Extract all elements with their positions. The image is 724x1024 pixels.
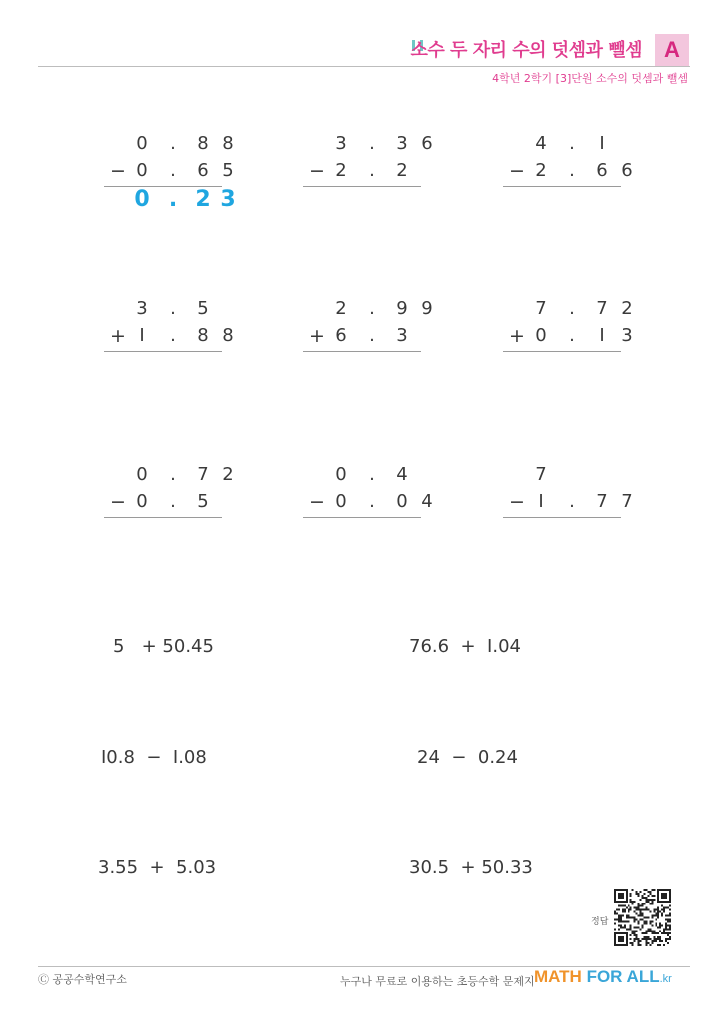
vertical-problem <box>104 132 236 212</box>
operand-row <box>503 159 633 183</box>
digit: 2 <box>335 298 347 319</box>
answer-line <box>503 517 621 518</box>
brand-math: MATH <box>534 967 582 986</box>
page-title: 소수 두 자리 수의 덧셈과 뺄셈 <box>410 40 642 61</box>
answer-space[interactable] <box>303 353 421 377</box>
digit: 0 <box>335 464 347 485</box>
answer-line <box>303 517 421 518</box>
digit: 3 <box>220 187 236 212</box>
operand-row <box>503 324 633 348</box>
digit: 6 <box>621 160 633 181</box>
answer-key-label: 정답 <box>591 917 609 927</box>
digit: I <box>599 325 605 346</box>
answer-space[interactable] <box>503 519 621 543</box>
answer-space[interactable] <box>503 188 621 212</box>
operand-row <box>303 324 423 348</box>
operand-row <box>503 297 633 321</box>
digit: 0 <box>136 491 148 512</box>
digit: 6 <box>596 160 608 181</box>
digit: . <box>369 325 375 346</box>
horizontal-problem: 76.6 + I.04 <box>409 636 521 657</box>
horizontal-problem: 3.55 + 5.03 <box>98 857 217 878</box>
digit: 5 <box>197 491 209 512</box>
vertical-problem <box>104 463 234 543</box>
answer-line <box>303 351 421 352</box>
operator-sign: + <box>110 325 126 347</box>
digit: 8 <box>197 133 209 154</box>
vertical-problem <box>303 132 433 212</box>
digit: . <box>170 298 176 319</box>
horizontal-problem: 5 + 50.45 <box>113 636 214 657</box>
digit: . <box>170 491 176 512</box>
operator-sign: − <box>509 160 525 182</box>
operand-row <box>503 463 623 487</box>
horizontal-problem: 24 − 0.24 <box>417 747 518 768</box>
vertical-problem <box>503 297 633 377</box>
operator-sign: + <box>509 325 525 347</box>
digit: 3 <box>335 133 347 154</box>
operand-row <box>104 159 234 183</box>
digit: 3 <box>396 133 408 154</box>
digit: 0 <box>396 491 408 512</box>
digit: 2 <box>621 298 633 319</box>
digit: . <box>569 160 575 181</box>
operand-row <box>503 490 633 514</box>
digit: 3 <box>136 298 148 319</box>
qr-code-icon[interactable] <box>614 889 671 946</box>
operand-row <box>303 132 433 156</box>
digit: . <box>369 133 375 154</box>
operator-sign: − <box>509 491 525 513</box>
operator-sign: − <box>309 491 325 513</box>
digit: 5 <box>197 298 209 319</box>
digit: 7 <box>596 298 608 319</box>
vertical-problem <box>104 297 234 377</box>
copyright-text: Ⓒ 공공수학연구소 <box>38 973 127 986</box>
answer-line <box>104 351 222 352</box>
digit: 7 <box>621 491 633 512</box>
vertical-problem <box>503 463 633 543</box>
operator-sign: + <box>309 325 325 347</box>
brand-kr: .kr <box>659 973 672 985</box>
digit: 4 <box>396 464 408 485</box>
answer-line <box>503 351 621 352</box>
digit: 2 <box>195 187 211 212</box>
digit: 0 <box>535 325 547 346</box>
digit: 4 <box>535 133 547 154</box>
digit: 0 <box>134 187 150 212</box>
operand-row <box>303 490 433 514</box>
digit: . <box>170 133 176 154</box>
digit: 6 <box>197 160 209 181</box>
page-subtitle: 4학년 2학기 [3]단원 소수의 덧셈과 뺄셈 <box>492 72 688 85</box>
footer-tagline: 누구나 무료로 이용하는 초등수학 문제지 <box>340 975 535 988</box>
digit: . <box>168 187 178 212</box>
digit: . <box>569 133 575 154</box>
operator-sign: − <box>309 160 325 182</box>
digit: . <box>170 325 176 346</box>
digit: 9 <box>396 298 408 319</box>
answer-space[interactable] <box>303 188 421 212</box>
answer-row <box>104 187 236 212</box>
digit: . <box>369 298 375 319</box>
digit: 6 <box>335 325 347 346</box>
digit: 0 <box>335 491 347 512</box>
digit: . <box>569 298 575 319</box>
operand-row <box>503 132 623 156</box>
digit: . <box>369 464 375 485</box>
digit: 0 <box>136 160 148 181</box>
operand-row <box>303 297 433 321</box>
digit: I <box>599 133 605 154</box>
digit: 0 <box>136 133 148 154</box>
digit: 2 <box>396 160 408 181</box>
digit: . <box>569 491 575 512</box>
answer-line <box>303 186 421 187</box>
digit: 7 <box>535 298 547 319</box>
digit: 7 <box>197 464 209 485</box>
digit: . <box>369 160 375 181</box>
operand-row <box>104 132 234 156</box>
digit: 3 <box>621 325 633 346</box>
vertical-problem <box>303 297 433 377</box>
digit: 5 <box>222 160 234 181</box>
operand-row <box>104 297 224 321</box>
answer-line <box>503 186 621 187</box>
operator-sign: − <box>110 491 126 513</box>
digit: . <box>369 491 375 512</box>
horizontal-problem: I0.8 − I.08 <box>101 747 207 768</box>
digit: I <box>538 491 544 512</box>
level-badge: A <box>655 34 689 66</box>
digit: 4 <box>421 491 433 512</box>
vertical-problem <box>503 132 633 212</box>
digit: 2 <box>222 464 234 485</box>
digit: I <box>139 325 145 346</box>
operand-row <box>104 463 234 487</box>
answer-line <box>104 517 222 518</box>
digit: 8 <box>222 133 234 154</box>
vertical-problem <box>303 463 433 543</box>
operand-row <box>104 324 234 348</box>
operand-row <box>303 159 423 183</box>
digit: 9 <box>421 298 433 319</box>
answer-space[interactable] <box>303 519 421 543</box>
digit: . <box>170 160 176 181</box>
answer-space[interactable] <box>104 353 222 377</box>
digit: 6 <box>421 133 433 154</box>
brand-logo[interactable] <box>534 967 672 987</box>
operand-row <box>303 463 423 487</box>
operand-row <box>104 490 224 514</box>
digit: 2 <box>335 160 347 181</box>
digit: 0 <box>136 464 148 485</box>
answer-space[interactable] <box>104 519 222 543</box>
digit: . <box>170 464 176 485</box>
horizontal-problem: 30.5 + 50.33 <box>409 857 533 878</box>
digit: . <box>569 325 575 346</box>
digit: 8 <box>197 325 209 346</box>
digit: 8 <box>222 325 234 346</box>
digit: 7 <box>596 491 608 512</box>
answer-space[interactable] <box>503 353 621 377</box>
digit: 7 <box>535 464 547 485</box>
digit: 3 <box>396 325 408 346</box>
brand-forall: FOR ALL <box>581 967 660 986</box>
operator-sign: − <box>110 160 126 182</box>
digit: 2 <box>535 160 547 181</box>
header-divider <box>38 66 690 67</box>
